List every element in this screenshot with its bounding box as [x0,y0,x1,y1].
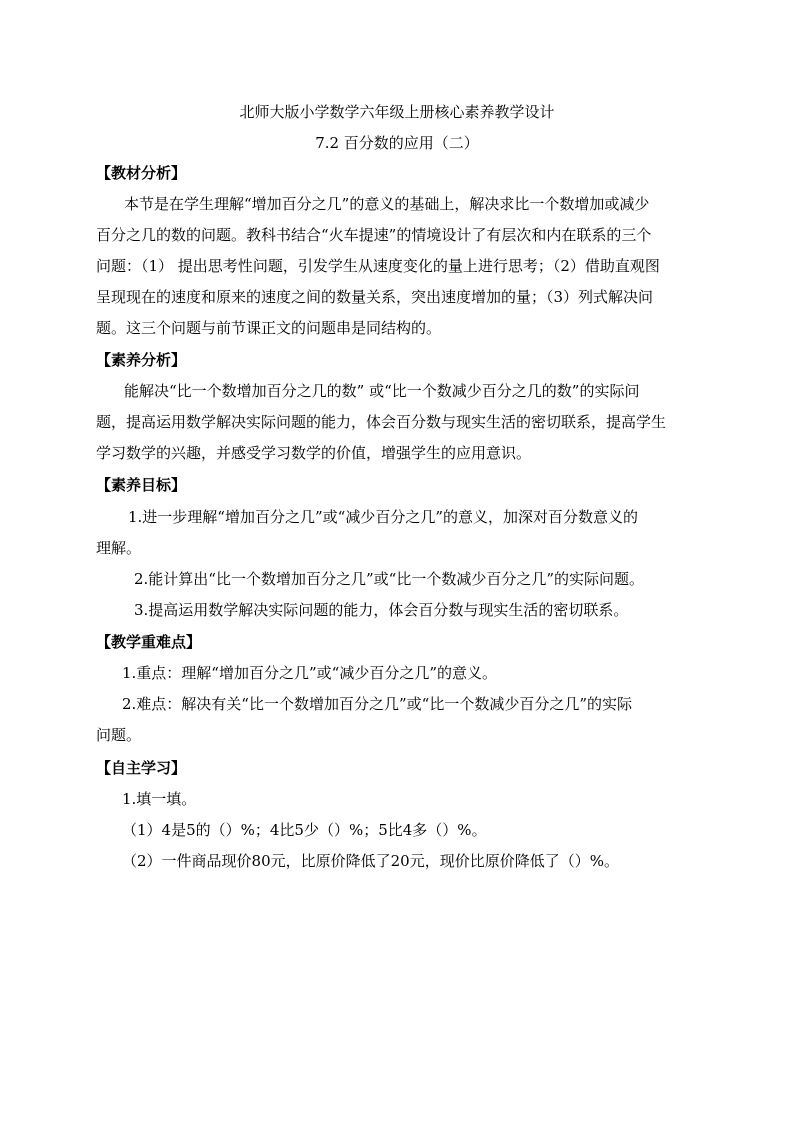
paragraph-line: 百分之几的数的问题。教科书结合“火车提速”的情境设计了有层次和内在联系的三个 [96,226,652,244]
paragraph-line: 2.能计算出“比一个数增加百分之几”或“比一个数减少百分之几”的实际问题。 [134,570,644,588]
paragraph-line: 3.提高运用数学解决实际问题的能力，体会百分数与现实生活的密切联系。 [134,601,629,619]
paragraph-line: 理解。 [96,539,142,557]
paragraph-line: 1.填一填。 [122,790,197,808]
paragraph-line: 学习数学的兴趣，并感受学习数学的价值，增强学生的应用意识。 [96,444,532,462]
section-heading-textbook-analysis: 【教材分析】 [96,164,187,182]
paragraph-line: 问题：（1） 提出思考性问题，引发学生从速度变化的量上进行思考；（2）借助直观图 [96,257,660,275]
exercise-line: （1）4是5的（）%；4比5少（）%；5比4多（）%。 [122,821,487,839]
paragraph-line: 题，提高运用数学解决实际问题的能力，体会百分数与现实生活的密切联系，提高学生 [96,413,667,431]
section-heading-key-difficulties: 【教学重难点】 [96,633,202,651]
paragraph-line: 1.重点：理解“增加百分之几”或“减少百分之几”的意义。 [122,664,497,682]
section-heading-self-study: 【自主学习】 [96,759,187,777]
section-heading-literacy-goals: 【素养目标】 [96,476,187,494]
document-subtitle: 7.2 百分数的应用（二） [315,134,479,152]
paragraph-line: 1.进一步理解“增加百分之几”或“减少百分之几”的意义，加深对百分数意义的 [128,508,638,526]
paragraph-line: 题。这三个问题与前节课正文的问题串是同结构的。 [96,319,442,337]
paragraph-line: 呈现现在的速度和原来的速度之间的数量关系，突出速度增加的量；（3）列式解决问 [96,288,654,306]
paragraph-line: 能解决“比一个数增加百分之几的数” 或“比一个数减少百分之几的数”的实际问 [124,382,640,400]
paragraph-line: 本节是在学生理解“增加百分之几”的意义的基础上，解决求比一个数增加或减少 [124,195,650,213]
paragraph-line: 2.难点：解决有关“比一个数增加百分之几”或“比一个数减少百分之几”的实际 [122,695,632,713]
section-heading-literacy-analysis: 【素养分析】 [96,351,187,369]
document-title: 北师大版小学数学六年级上册核心素养教学设计 [239,103,555,121]
paragraph-line: 问题。 [96,726,142,744]
exercise-line: （2）一件商品现价80元，比原价降低了20元，现价比原价降低了（）%。 [122,852,619,870]
